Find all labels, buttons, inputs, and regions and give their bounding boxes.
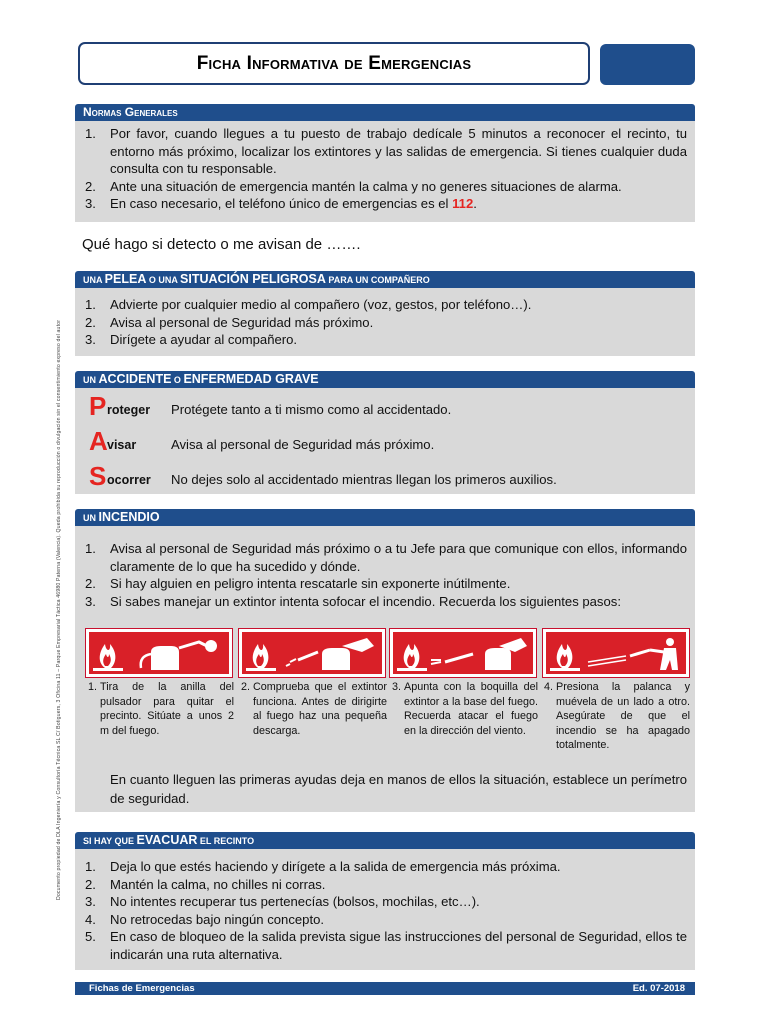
list-text: Ante una situación de emergencia mantén la calma y no generes situaciones de alarma. (110, 178, 622, 194)
list-number: 3. (85, 593, 96, 609)
list-number: 3. (85, 894, 96, 909)
side-legal-note: Documento propiedad de DLA Ingeniería y Consultoría Técnica SL C/ Botiguers, 3 Oficina 11 – Parque Empresarial Táctica 46980 Paterna (Valencia). Queda prohibida su reproducción o divulgación sin el consentimiento expreso del autor (56, 319, 62, 900)
test-discharge-icon (242, 632, 382, 674)
list-item (75, 928, 695, 963)
step-text: Presiona la palanca y muévela de un lado a otro. Asegúrate de que el incendio se ha apagado totalmente. (556, 681, 690, 752)
step-image-4 (542, 628, 690, 678)
list-text: No retrocedas bajo ningún concepto. (110, 911, 325, 927)
pas-word: visar (107, 438, 137, 452)
step-caption-1 (88, 680, 234, 738)
list-item (75, 911, 695, 929)
header-part: UN (83, 513, 99, 523)
list-number: 4. (85, 911, 96, 927)
list-text: Si sabes manejar un extintor intenta sofocar el incendio. Recuerda los siguientes pasos: (110, 593, 621, 609)
list-text: . (473, 196, 477, 211)
section-header-normas (75, 104, 695, 121)
step-number: 1. (88, 681, 98, 693)
list-item (75, 125, 695, 178)
step-image-3 (389, 628, 537, 678)
pas-row (89, 461, 689, 491)
footer-bar (75, 982, 695, 995)
page-title-text: Ficha Informativa de Emergencias (196, 52, 472, 74)
list-number: 2. (85, 314, 96, 330)
incendio-closing: En cuanto lleguen las primeras ayudas deja en manos de ellos la situación, establece un perímetro de seguridad. (110, 772, 687, 806)
header-part: EL RECINTO (197, 836, 255, 846)
list-text: Advierte por cualquier medio al compañero (voz, gestos, por teléfono…). (110, 297, 532, 312)
header-part: ACCIDENTE (98, 372, 172, 386)
list-text: Mantén la calma, no chilles ni corras. (110, 876, 326, 892)
section-header-incendio (75, 509, 695, 526)
list-text: Dirígete a ayudar al compañero. (110, 332, 298, 347)
header-part: PELEA (104, 272, 147, 286)
pas-word: ocorrer (107, 473, 151, 487)
pelea-list (75, 296, 695, 349)
pull-pin-icon (89, 632, 229, 674)
normas-list (75, 125, 695, 213)
list-item (75, 540, 695, 575)
step-number: 3. (392, 681, 402, 693)
step-caption-2 (241, 680, 387, 738)
list-text: Avisa al personal de Seguridad más próximo o a tu Jefe para que comunique con ellos, informando claramente de lo que ha sucedido y dónde. (110, 541, 687, 574)
aim-nozzle-icon (393, 632, 533, 674)
section-accidente (75, 388, 695, 494)
list-number: 2. (85, 178, 96, 194)
section-evacuar (75, 849, 695, 970)
header-part: SITUACIÓN PELIGROSA (180, 272, 326, 286)
list-text: Por favor, cuando llegues a tu puesto de trabajo dedícale 5 minutos a reconocer el recinto, tu entorno más próximo, localizar los extintores y las salidas de emergencia. Si tienes cualquier duda consulta con tu responsable. (110, 126, 687, 176)
list-item (75, 858, 695, 876)
list-number: 3. (85, 196, 96, 211)
step-text: Tira de la anilla del pulsador para quitar el precinto. Sitúate a unos 2 m del fuego. (100, 681, 234, 737)
section-normas (75, 121, 695, 222)
question-heading: Qué hago si detecto o me avisan de ……. (82, 236, 361, 253)
pas-letter: S (89, 461, 107, 491)
list-number: 1. (85, 126, 96, 141)
step-text: Apunta con la boquilla del extintor a la base del fuego. Recuerda atacar el fuego en la dirección del viento. (404, 681, 538, 737)
sweep-icon (546, 632, 686, 674)
header-part: ENFERMEDAD GRAVE (183, 372, 319, 386)
evacuar-list (75, 858, 695, 963)
step-number: 4. (544, 681, 554, 693)
pas-row (89, 426, 689, 456)
list-item (75, 331, 695, 349)
list-number: 2. (85, 876, 96, 892)
list-number: 1. (85, 541, 96, 556)
list-item (75, 296, 695, 314)
section-header-pelea (75, 271, 695, 288)
header-part: INCENDIO (98, 510, 160, 524)
step-number: 2. (241, 681, 251, 693)
list-item (75, 575, 695, 593)
pas-row (89, 391, 689, 421)
list-text: No intentes recuperar tus pertenecías (bolsos, mochilas, etc…). (110, 894, 480, 909)
header-part: UN (83, 375, 99, 385)
logo-placeholder (600, 44, 695, 85)
pas-letter: P (89, 391, 107, 421)
list-number: 3. (85, 332, 96, 347)
section-header-evacuar (75, 832, 695, 849)
header-part: UNA (83, 275, 105, 285)
list-item (75, 314, 695, 332)
list-item (75, 893, 695, 911)
list-item (75, 876, 695, 894)
page-title (78, 42, 590, 85)
section-header-accidente (75, 371, 695, 388)
step-text: Comprueba que el extintor funciona. Antes de dirigirte al fuego haz una pequeña descarga. (253, 681, 387, 737)
list-text: Avisa al personal de Seguridad más próximo. (110, 314, 374, 330)
section-header-normas-text: Normas Generales (83, 105, 178, 119)
list-text: En caso de bloqueo de la salida prevista sigue las instrucciones del personal de Seguridad, ellos te indicarán una ruta alternativa. (110, 929, 687, 962)
header-part: PARA UN COMPAÑERO (325, 275, 430, 285)
header-part: SI HAY QUE (83, 836, 137, 846)
step-caption-3 (392, 680, 538, 738)
list-item (75, 178, 695, 196)
pas-description: No dejes solo al accidentado mientras llegan los primeros auxilios. (171, 472, 557, 487)
pas-description: Protégete tanto a ti mismo como al accidentado. (171, 402, 452, 417)
list-text: Si hay alguien en peligro intenta rescatarle sin exponerte inútilmente. (110, 576, 511, 591)
step-image-1 (85, 628, 233, 678)
header-part: EVACUAR (136, 833, 198, 847)
list-number: 2. (85, 576, 96, 591)
incendio-list (75, 540, 695, 610)
list-item (75, 593, 695, 611)
header-part: O UNA (146, 275, 181, 285)
pas-word: roteger (107, 403, 151, 417)
list-number: 5. (85, 929, 96, 944)
header-part: O (171, 375, 184, 385)
list-number: 1. (85, 297, 96, 312)
step-image-2 (238, 628, 386, 678)
footer-left-text: Fichas de Emergencias (89, 983, 195, 994)
list-text: Deja lo que estés haciendo y dirígete a la salida de emergencia más próxima. (110, 859, 561, 874)
list-item (75, 195, 695, 213)
step-caption-4 (544, 680, 690, 753)
pas-letter: A (89, 426, 108, 456)
section-pelea (75, 288, 695, 356)
pas-description: Avisa al personal de Seguridad más próximo. (171, 437, 435, 452)
footer-edition: Ed. 07-2018 (632, 983, 685, 994)
list-text: En caso necesario, el teléfono único de emergencias es el (110, 196, 453, 211)
emergency-phone: 112 (452, 196, 474, 211)
list-number: 1. (85, 859, 96, 874)
